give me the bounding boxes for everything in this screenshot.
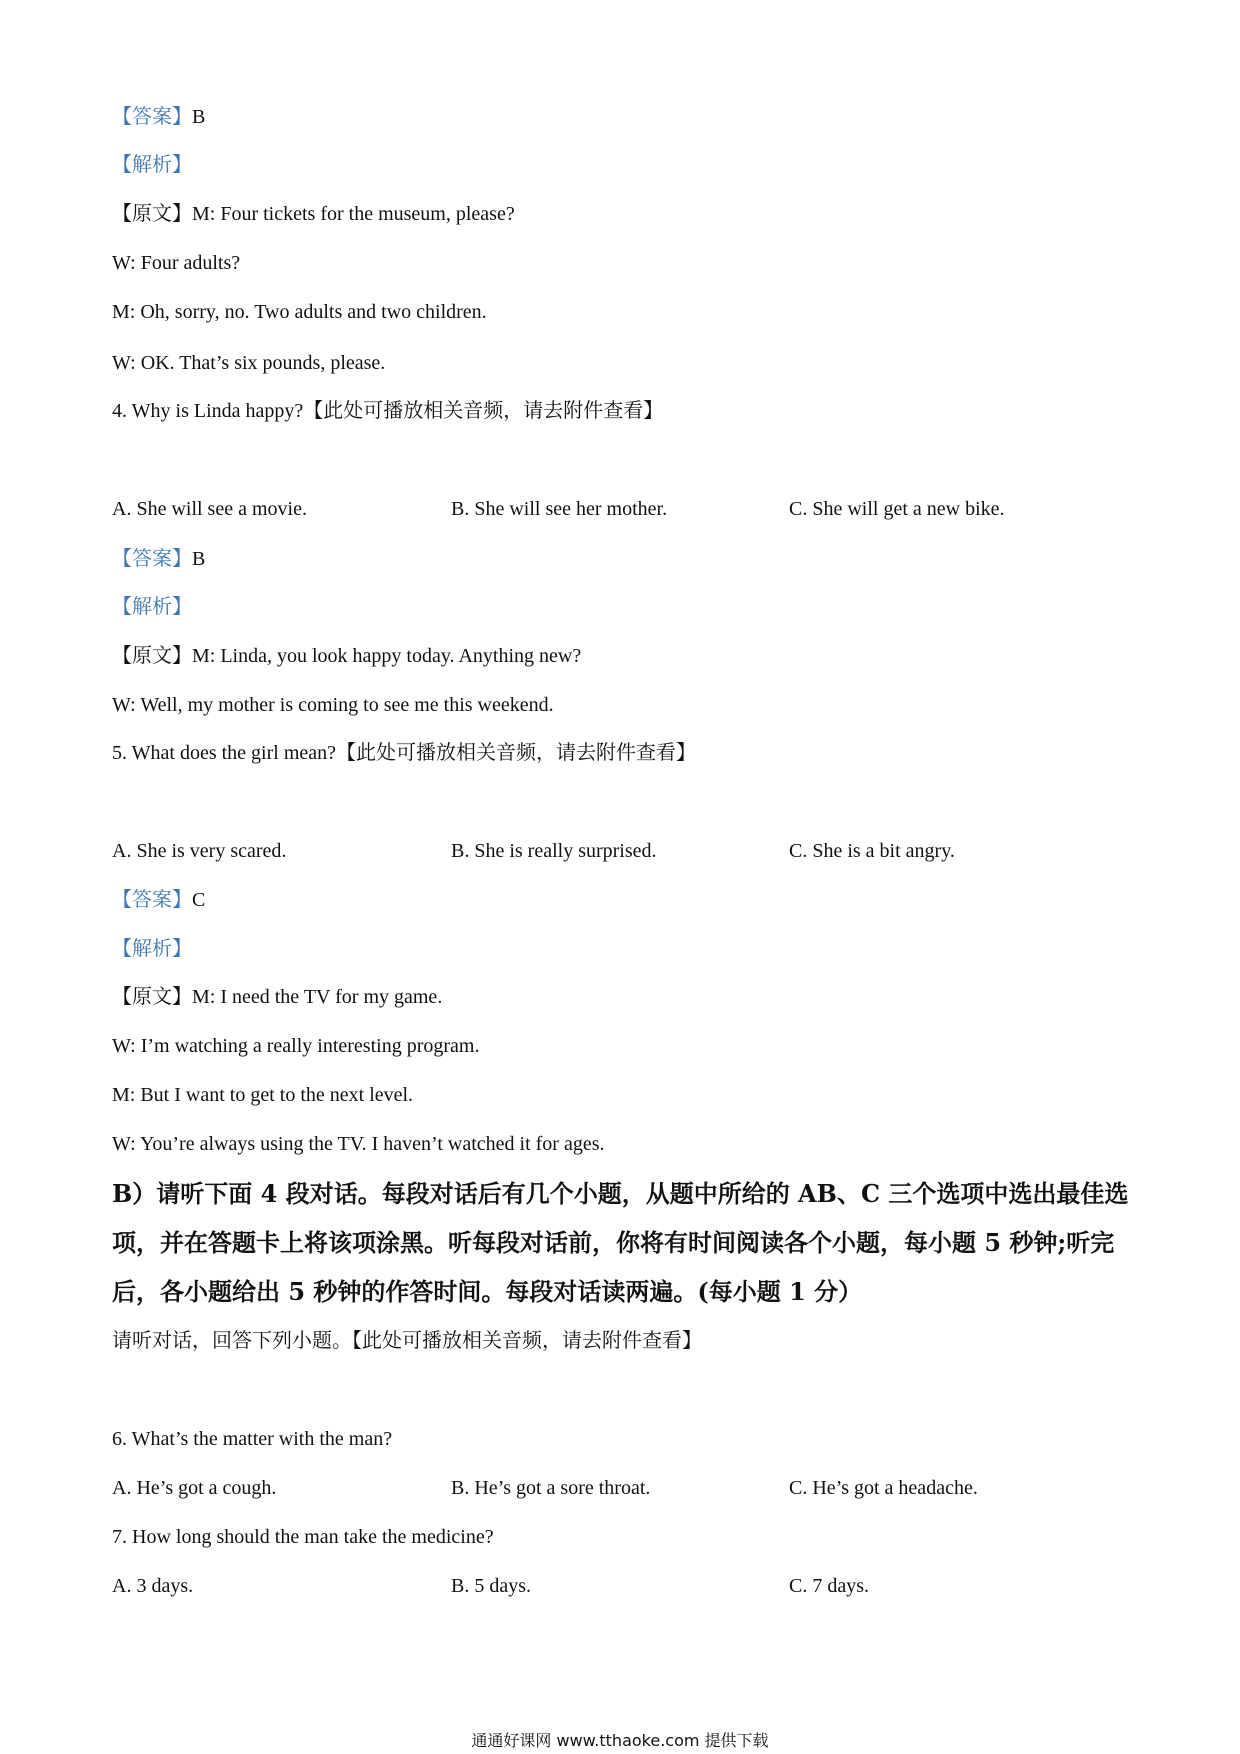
dialogue-line: W: I’m watching a really interesting program. xyxy=(112,1035,480,1057)
dialogue-line: M: Oh, sorry, no. Two adults and two children. xyxy=(112,301,487,323)
section-b-prompt: 请听对话，回答下列小题。【此处可播放相关音频，请去附件查看】 xyxy=(112,1330,702,1352)
question-5: 5. What does the girl mean?【此处可播放相关音频，请去附件查看】 xyxy=(112,742,697,764)
option-b: B. She will see her mother. xyxy=(451,498,668,520)
source-line: 【原文】M: Four tickets for the museum, please? xyxy=(112,203,515,225)
option-b: B. She is really surprised. xyxy=(451,840,657,862)
option-c: C. She is a bit angry. xyxy=(789,840,955,862)
option-a: A. She will see a movie. xyxy=(112,498,307,520)
dialogue-line: W: Well, my mother is coming to see me this weekend. xyxy=(112,694,554,716)
dialogue-line: W: You’re always using the TV. I haven’t watched it for ages. xyxy=(112,1133,605,1155)
question-4: 4. Why is Linda happy?【此处可播放相关音频，请去附件查看】 xyxy=(112,400,664,422)
dialogue-line: W: Four adults? xyxy=(112,252,241,274)
question-6: 6. What’s the matter with the man? xyxy=(112,1428,393,1450)
dialogue-line: M: But I want to get to the next level. xyxy=(112,1084,414,1106)
question-7: 7. How long should the man take the medicine? xyxy=(112,1526,494,1548)
section-b-instruction: 后，各小题给出 5 秒钟的作答时间。每段对话读两遍。(每小题 1 分） xyxy=(112,1277,863,1306)
option-a: A. He’s got a cough. xyxy=(112,1477,277,1499)
option-c: C. 7 days. xyxy=(789,1575,869,1597)
footer-credit: 通通好课网 www.tthaoke.com 提供下载 xyxy=(471,1731,769,1750)
dialogue-line: W: OK. That’s six pounds, please. xyxy=(112,352,386,374)
answer-line: 【答案】C xyxy=(112,889,206,911)
option-b: B. 5 days. xyxy=(451,1575,531,1597)
analysis-label: 【解析】 xyxy=(112,154,192,176)
option-c: C. She will get a new bike. xyxy=(789,498,1005,520)
analysis-label: 【解析】 xyxy=(112,938,192,960)
section-b-instruction: B）请听下面 4 段对话。每段对话后有几个小题，从题中所给的 AB、C 三个选项中选出最佳选 xyxy=(112,1179,1129,1208)
analysis-label: 【解析】 xyxy=(112,596,192,618)
option-b: B. He’s got a sore throat. xyxy=(451,1477,651,1499)
answer-line: 【答案】B xyxy=(112,106,206,128)
option-c: C. He’s got a headache. xyxy=(789,1477,978,1499)
source-line: 【原文】M: Linda, you look happy today. Anything new? xyxy=(112,645,582,667)
option-a: A. She is very scared. xyxy=(112,840,287,862)
option-a: A. 3 days. xyxy=(112,1575,194,1597)
answer-line: 【答案】B xyxy=(112,548,206,570)
section-b-instruction: 项，并在答题卡上将该项涂黑。听每段对话前，你将有时间阅读各个小题，每小题 5 秒钟;听完 xyxy=(112,1228,1115,1257)
source-line: 【原文】M: I need the TV for my game. xyxy=(112,986,443,1008)
